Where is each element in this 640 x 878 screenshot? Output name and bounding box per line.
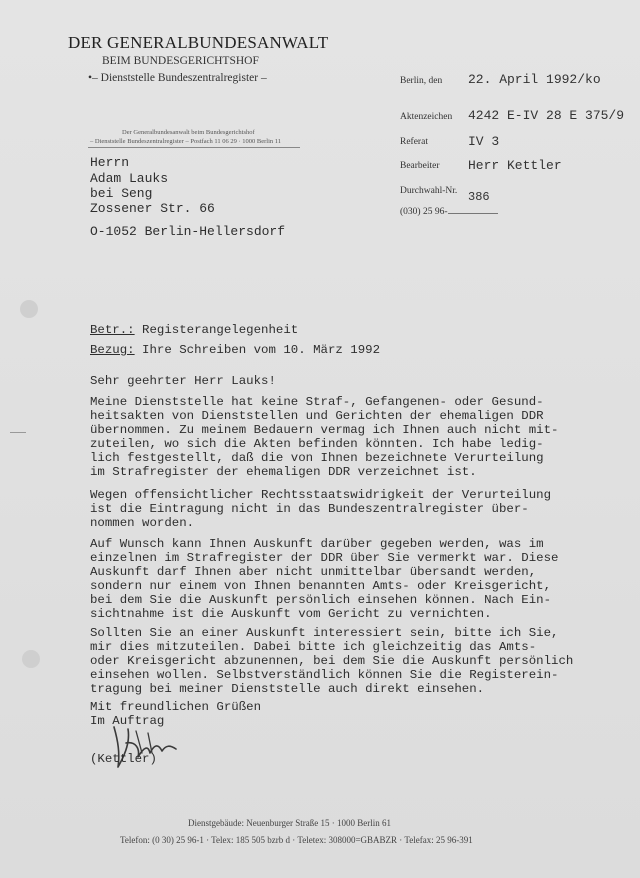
punch-hole-top — [20, 300, 38, 318]
reference-text: Ihre Schreiben vom 10. März 1992 — [134, 343, 380, 357]
recipient-salutation: Herrn — [90, 155, 130, 170]
department-value: IV 3 — [468, 134, 500, 149]
recipient-city: O-1052 Berlin-Hellersdorf — [90, 224, 286, 239]
recipient-street: Zossener Str. 66 — [90, 201, 215, 216]
punch-hole-bottom — [22, 650, 40, 668]
sender-line-2: – Dienststelle Bundeszentralregister – Postfach 11 06 29 · 1000 Berlin 11 — [90, 138, 282, 145]
phone-prefix — [400, 204, 498, 217]
recipient-care-of: bei Seng — [90, 186, 153, 201]
recipient-name: Adam Lauks — [90, 171, 169, 186]
fold-mark — [10, 432, 26, 433]
sender-divider — [88, 147, 300, 148]
salutation: Sehr geehrter Herr Lauks! — [90, 374, 276, 388]
paragraph-1: Meine Dienststelle hat keine Straf-, Gefangenen- oder Gesund- heitsakten von Dienststellen und Gerichten der ehemaligen DDR übernommen. Zu meinem Bedauern vermag ich Ihnen auch nicht mit- zuteilen, wo sich die Akten befinden könnten. Ich habe ledig- lich festgestellt, daß die von Ihnen bezeichnete Verurteilung im Strafregister der ehemaligen DDR verzeichnet ist. — [90, 395, 559, 479]
letterhead-department: •– Dienststelle Bundeszentralregister – — [88, 72, 267, 84]
paragraph-2: Wegen offensichtlicher Rechtsstaatswidrigkeit der Verurteilung ist die Eintragung nicht in das Bundeszentralregister über- nommen worden. — [90, 488, 552, 530]
phone-label: Durchwahl-Nr. — [400, 186, 458, 196]
phone-extension: 386 — [468, 190, 490, 204]
footer-contact: Telefon: (0 30) 25 96-1 · Telex: 185 505 bzrb d · Teletex: 308000=GBABZR · Telefax: 25 96-391 — [120, 835, 473, 845]
phone-fill-line — [448, 204, 498, 214]
footer-address: Dienstgebäude: Neuenburger Straße 15 · 1000 Berlin 61 — [188, 818, 392, 828]
paragraph-3: Auf Wunsch kann Ihnen Auskunft darüber gegeben werden, was im einzelnen im Strafregister der DDR über Sie vermerkt war. Diese Auskunft darf Ihnen aber nicht unmittelbar übersandt werden, sondern nur einem von Ihnen benannten Amts- oder Kreisgericht, bei dem Sie die Auskunft persönlich einsehen können. Nach Ein- sichtnahme ist die Auskunft vom Gericht zu vernichten. — [90, 537, 559, 621]
reference-line — [90, 343, 380, 357]
paragraph-4: Sollten Sie an einer Auskunft interessiert sein, bitte ich Sie, mir dies mitzuteilen. Dabei bitte ich gleichzeitig das Amts- oder Kreisgericht abzunennen, bei dem Sie die Auskunft persönlich einsehen wollen. Selbstverständlich können Sie die Registerein- tragung bei meiner Dienststelle auch direkt einsehen. — [90, 626, 574, 696]
sender-line-1: Der Generalbundesanwalt beim Bundesgerichtshof — [122, 129, 255, 136]
phone-prefix-text: (030) 25 96- — [400, 207, 448, 217]
file-number-value: 4242 E-IV 28 E 375/9 — [468, 108, 625, 123]
closing-greeting: Mit freundlichen Grüßen — [90, 700, 262, 714]
date-value: 22. April 1992/ko — [468, 72, 601, 87]
subject-line — [90, 323, 298, 337]
subject-text: Registerangelegenheit — [134, 323, 299, 337]
subject-label: Betr.: — [90, 323, 135, 337]
reference-label: Bezug: — [90, 343, 135, 357]
letterhead-title: DER GENERALBUNDESANWALT — [68, 33, 329, 52]
signer-name: (Kettler) — [90, 752, 157, 766]
place-label: Berlin, den — [400, 76, 443, 86]
department-label: Referat — [400, 137, 428, 147]
clerk-value: Herr Kettler — [468, 158, 562, 173]
letterhead-subtitle: BEIM BUNDESGERICHTSHOF — [102, 55, 259, 67]
closing-by-order: Im Auftrag — [90, 714, 165, 728]
file-number-label: Aktenzeichen — [400, 112, 453, 122]
clerk-label: Bearbeiter — [400, 161, 440, 171]
